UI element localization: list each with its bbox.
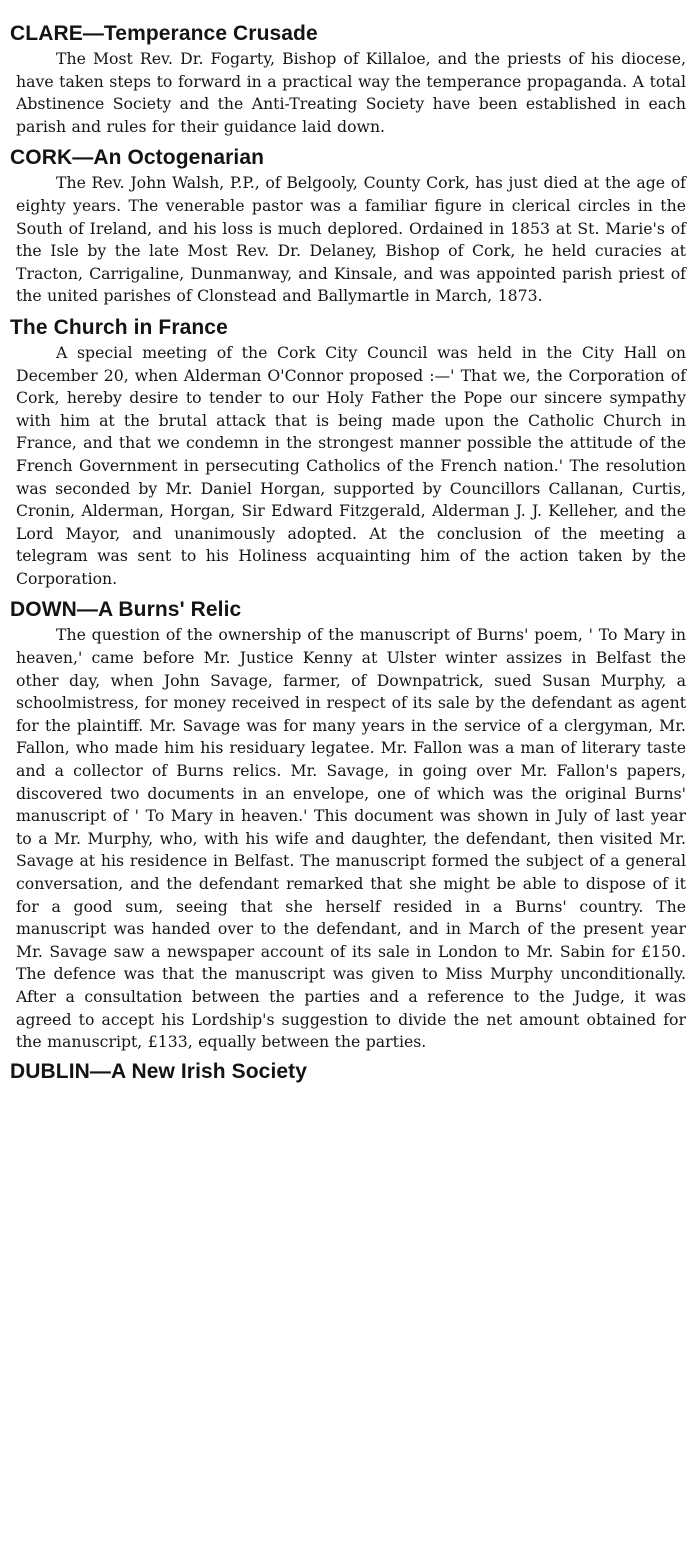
section-heading-cork: CORK—An Octogenarian [10, 146, 265, 170]
section-body-cork: The Rev. John Walsh, P.P., of Belgooly, County Cork, has just died at the age of eighty years. The venerable pastor was a familiar figure in clerical circles in the South of Ireland, and his loss is much deplored. Ordained in 1853 at St. Marie's of the Isle by the late Most Rev. Dr. Delaney, Bishop of Cork, he held curacies at Tracton, Carrigaline, Dunmanway, and Kinsale, and was appointed parish priest of the united parishes of Clonstead and Ballymartle in March, 1873. [16, 173, 686, 306]
section-body-church-in-france: A special meeting of the Cork City Council was held in the City Hall on December 20, when Alderman O'Connor proposed :—' That we, the Corporation of Cork, hereby desire to tender to our Holy Father the Pope our sincere sympathy with him at the brutal attack that is being made upon the Catholic Church in France, and that we condemn in the strongest manner possible the attitude of the French Government in persecuting Catholics of the French nation.' The resolution was seconded by Mr. Daniel Horgan, supported by Councillors Callanan, Curtis, Cronin, Alderman, Horgan, Sir Edward Fitzgerald, Alderman J. J. Kelleher, and the Lord Mayor, and unanimously adopted. At the conclusion of the meeting a telegram was sent to his Holiness acquainting him of the action taken by the Corporation. [16, 342, 686, 588]
section-heading-clare: CLARE—Temperance Crusade [10, 22, 318, 45]
section-heading-dublin: DUBLIN—A New Irish Society [10, 1059, 308, 1083]
section-body-down: The question of the ownership of the manuscript of Burns' poem, ' To Mary in heaven,' came before Mr. Justice Kenny at Ulster winter assizes in Belfast the other day, when John Savage, farmer, of Downpatrick, sued Susan Murphy, a schoolmistress, for money received in respect of its sale by the defendant as agent for the plaintiff. Mr. Savage was for many years in the service of a clergyman, Mr. Fallon, who made him his residuary legatee. Mr. Fallon was a man of literary taste and a collector of Burns relics. Mr. Savage, in going over Mr. Fallon's papers, discovered two documents in an envelope, one of which was the original Burns' manuscript of ' To Mary in heaven.' This document was shown in July of last year to a Mr. Murphy, who, with his wife and daughter, the defendant, then visited Mr. Savage at his residence in Belfast. The manuscript formed the subject of a general conversation, and the defendant remarked that she might be able to dispose of it for a good sum, seeing that she herself resided in a Burns' country. The manuscript was handed over to the defendant, and in March of the present year Mr. Savage saw a newspaper account of its sale in London to Mr. Sabin for £150. The defence was that the manuscript was given to Miss Murphy unconditionally. After a consultation between the parties and a reference to the Judge, it was agreed to accept his Lordship's suggestion to divide the net amount obtained for the manuscript, £133, equally between the parties. [16, 625, 686, 1052]
section-body-clare: The Most Rev. Dr. Fogarty, Bishop of Killaloe, and the priests of his diocese, have taken steps to forward in a practical way the temperance propaganda. A total Abstinence Society and the Anti-Treating Society have been established in each parish and rules for their guidance laid down. [16, 49, 686, 136]
section-heading-church-in-france: The Church in France [10, 315, 228, 339]
section-heading-down: DOWN—A Burns' Relic [10, 598, 242, 622]
